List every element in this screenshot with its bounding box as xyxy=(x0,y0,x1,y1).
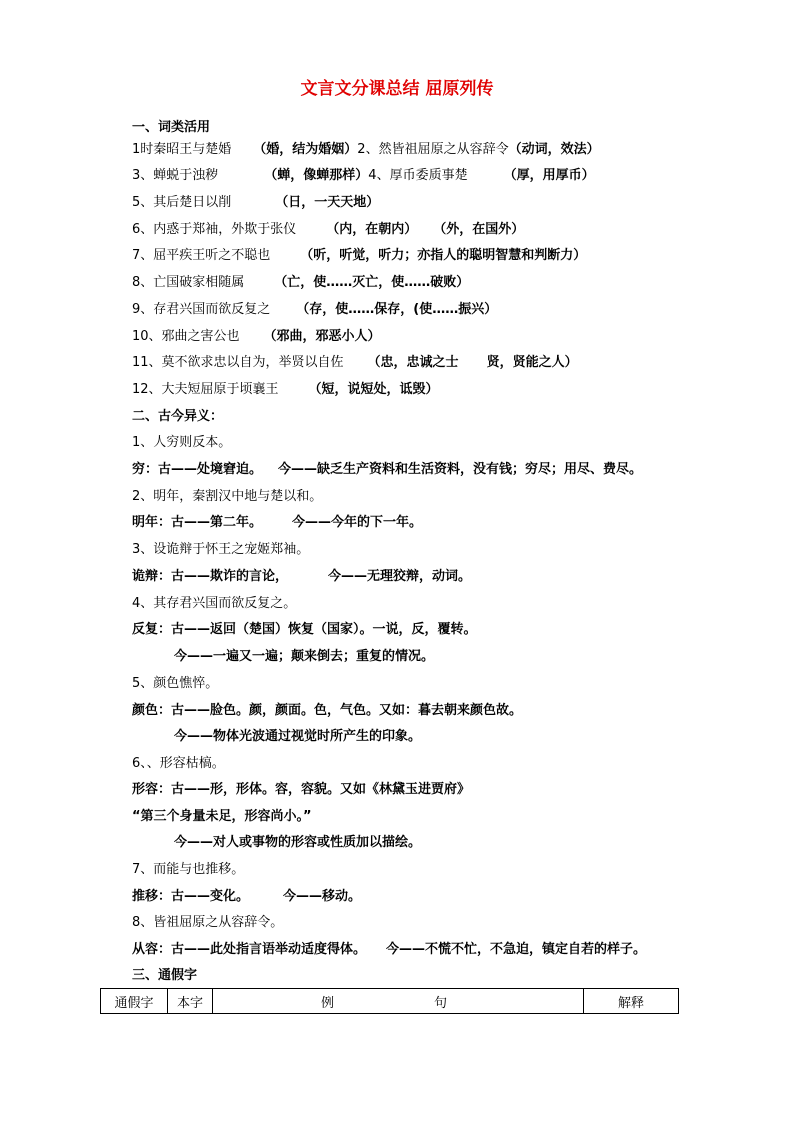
question-3: 3、设诡辩于怀王之宠姬郑袖。 xyxy=(132,542,310,557)
table-header-cell: 通假字 xyxy=(101,989,168,1014)
list-item-text: 12、大夫短屈原于顷襄王 xyxy=(132,382,279,397)
answer-3 xyxy=(132,568,471,586)
table-header-cell: 本字 xyxy=(168,989,213,1014)
question-1: 1、人穷则反本。 xyxy=(132,435,232,450)
answer-6-ancient: 形容：古——形，形体。容，容貌。又如《林黛玉进贾府》 xyxy=(132,782,471,797)
answer-6-quote: “第三个身量未足，形容尚小。” xyxy=(132,809,312,824)
list-item xyxy=(132,381,439,399)
list-item-note: 贤，贤能之人） xyxy=(486,355,578,370)
tongjia-table xyxy=(100,988,679,1014)
list-item-note: （亡，使……灭亡，使……破败） xyxy=(274,275,470,290)
answer-modern: 今——移动。 xyxy=(283,889,362,904)
list-item xyxy=(132,221,524,239)
list-item xyxy=(132,141,600,159)
list-item-text: 5、其后楚日以削 xyxy=(132,195,232,210)
answer-8 xyxy=(132,941,646,959)
list-item-note: （内，在朝内） xyxy=(326,222,418,237)
section-heading-tong-jia: 三、通假字 xyxy=(132,968,198,983)
list-item-note: （蝉，像蝉那样） xyxy=(264,168,369,183)
answer-modern: 今——不慌不忙，不急迫，镇定自若的样子。 xyxy=(386,942,647,957)
list-item-text: 1时秦昭王与楚婚 xyxy=(132,142,232,157)
list-item xyxy=(132,301,497,319)
list-item-text: 8、亡国破家相随属 xyxy=(132,275,245,290)
list-item-text: 3、蝉蜕于浊秽 xyxy=(132,168,219,183)
list-item xyxy=(132,274,469,292)
answer-1 xyxy=(132,461,642,479)
question-7: 7、而能与也推移。 xyxy=(132,862,245,877)
answer-5-modern: 今——物体光波通过视觉时所产生的印象。 xyxy=(174,729,422,744)
question-2: 2、明年，秦割汉中地与楚以和。 xyxy=(132,489,323,504)
answer-7 xyxy=(132,888,361,906)
list-item-note: （厚，用厚币） xyxy=(503,168,595,183)
question-8: 8、皆祖屈原之从容辞令。 xyxy=(132,915,284,930)
answer-ancient: 从容：古——此处指言语举动适度得体。 xyxy=(132,942,367,957)
list-item-note: （存，使……保存，(使……振兴） xyxy=(296,302,498,317)
list-item-note: （外，在国外） xyxy=(433,222,525,237)
list-item-note: （忠，忠诚之士 xyxy=(367,355,459,370)
answer-ancient: 推移：古——变化。 xyxy=(132,889,250,904)
list-item xyxy=(132,194,379,212)
list-item xyxy=(132,354,578,372)
list-item-note: （婚，结为婚姻） xyxy=(253,142,358,157)
list-item-note: （短，说短处，诋毁） xyxy=(308,382,439,397)
list-item-text: 11、莫不欲求忠以自为，举贤以自佐 xyxy=(132,355,344,370)
question-6: 6、、形容枯槁。 xyxy=(132,756,225,771)
answer-ancient: 诡辩：古——欺诈的言论， xyxy=(132,569,289,584)
list-item-text: 4、厚币委质事楚 xyxy=(368,168,468,183)
section-heading-gu-jin: 二、古今异义： xyxy=(132,409,224,424)
answer-2 xyxy=(132,514,422,532)
table-header-cell: 解释 xyxy=(584,989,679,1014)
list-item-text: 7、屈平疾王听之不聪也 xyxy=(132,248,271,263)
list-item-note: （听，听觉，听力；亦指人的聪明智慧和判断力） xyxy=(300,248,587,263)
list-item-text: 6、内惑于郑袖，外欺于张仪 xyxy=(132,222,297,237)
page-title: 文言文分课总结 屈原列传 xyxy=(300,79,494,99)
list-item-text: 10、邪曲之害公也 xyxy=(132,329,240,344)
list-item-text: 2、然皆祖屈原之从容辞令 xyxy=(357,142,509,157)
answer-modern: 今——无理狡辩，动词。 xyxy=(328,569,472,584)
answer-5-ancient: 颜色：古——脸色。颜，颜面。色，气色。又如：暮去朝来颜色故。 xyxy=(132,703,523,718)
answer-6-modern: 今——对人或事物的形容或性质加以描绘。 xyxy=(174,835,422,850)
answer-modern: 今——今年的下一年。 xyxy=(292,515,423,530)
answer-4-modern: 今——一遍又一遍；颠来倒去；重复的情况。 xyxy=(174,649,435,664)
list-item-note: （邪曲，邪恶小人） xyxy=(263,329,381,344)
list-item-note: （日，一天天地） xyxy=(275,195,380,210)
table-header-example xyxy=(213,989,584,1014)
table-header-row xyxy=(101,989,679,1014)
list-item xyxy=(132,167,595,185)
section-heading-ci-lei: 一、词类活用 xyxy=(132,120,211,135)
answer-ancient: 穷：古——处境窘迫。 xyxy=(132,462,263,477)
table-header-cell: 句 xyxy=(434,995,448,1011)
table-header-cell: 例 xyxy=(321,995,335,1011)
answer-4-ancient: 反复：古——返回（楚国）恢复（国家）。一说，反，覆转。 xyxy=(132,622,477,637)
question-5: 5、颜色憔悴。 xyxy=(132,676,219,691)
list-item xyxy=(132,328,381,346)
list-item xyxy=(132,247,586,265)
answer-ancient: 明年：古——第二年。 xyxy=(132,515,263,530)
question-4: 4、其存君兴国而欲反复之。 xyxy=(132,596,297,611)
list-item-note: （动词，效法） xyxy=(508,142,600,157)
answer-modern: 今——缺乏生产资料和生活资料，没有钱；穷尽；用尽、费尽。 xyxy=(278,462,643,477)
list-item-text: 9、存君兴国而欲反复之 xyxy=(132,302,271,317)
